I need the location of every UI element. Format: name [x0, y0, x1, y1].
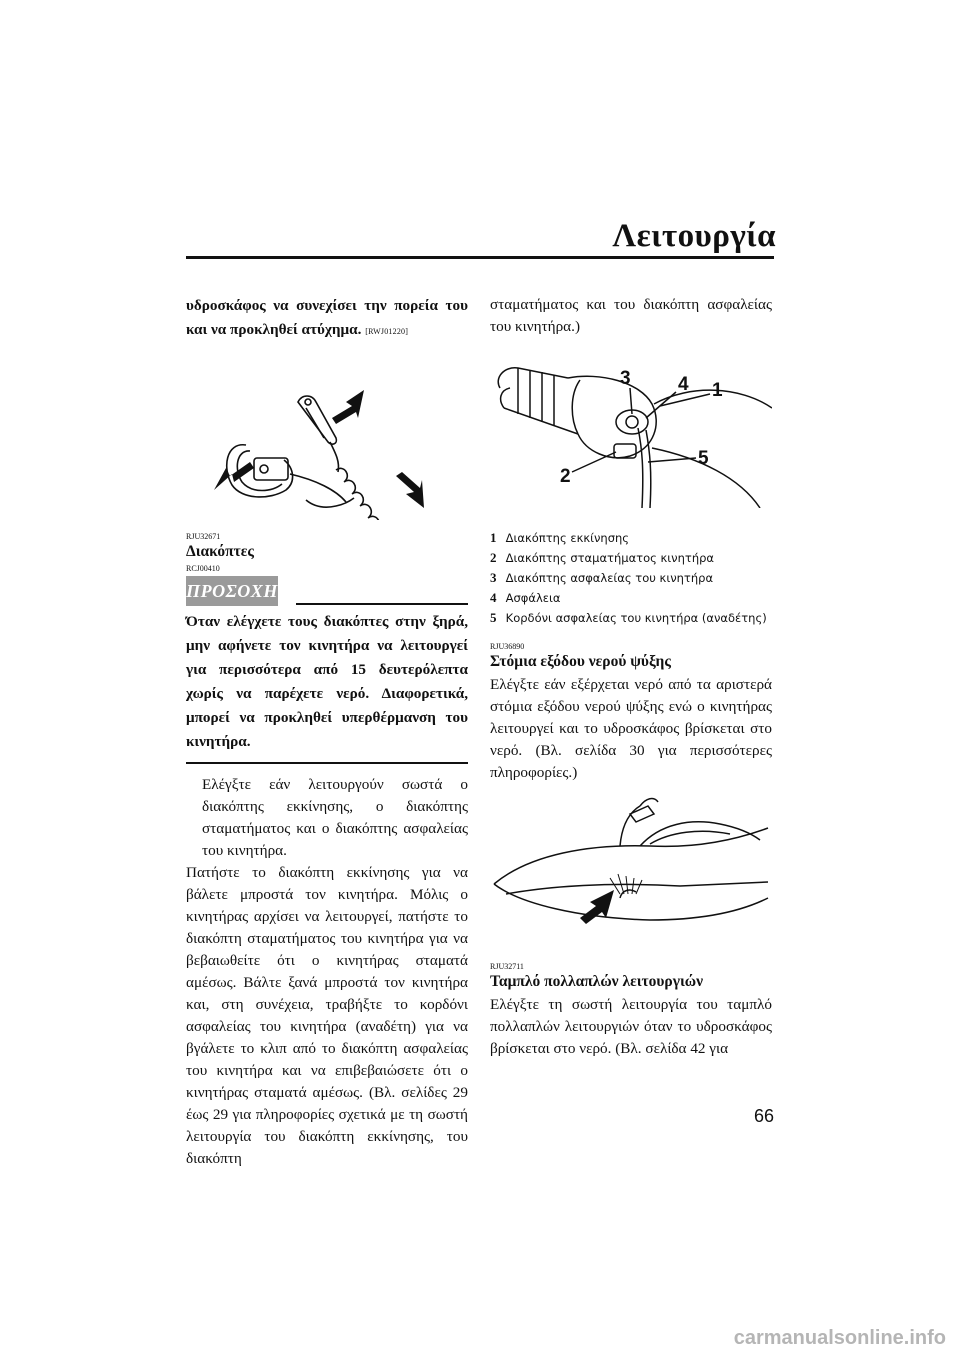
- cooling-outlets-text: Ελέγξτε εάν εξέρχεται νερό από τα αριστερά στόμια εξόδου νερού ψύξης ενώ ο κινητήρας λειτουργεί και το υδροσκάφος βρίσκεται στο νερό. (Βλ. σελίδα 30 για περισσότερες πληροφορίες.): [490, 676, 772, 781]
- callout-1: 1: [712, 380, 723, 401]
- caution-code: RCJ00410: [186, 564, 220, 573]
- warning-code: [RWJ01220]: [365, 327, 409, 336]
- header-rule: [186, 256, 774, 259]
- handlebar-switch-illustration: [490, 348, 772, 508]
- watercraft-illustration: [490, 794, 772, 944]
- callout-4: 4: [678, 374, 689, 395]
- warning-tail: [186, 294, 468, 344]
- caution-rule: [296, 603, 468, 605]
- section-code: RJU32671: [186, 532, 221, 541]
- caution-text: Όταν ελέγχετε τους διακόπτες στην ξηρά, μην αφήνετε τον κινητήρα να λειτουργεί για περισσότερα από 15 δευτερόλεπτα χωρίς να παρέχετε νερό. Διαφορετικά, μπορεί να προκληθεί υπερθέρμανση του κινητήρα.: [186, 610, 468, 764]
- caution-label: ΠΡΟΣΟΧΗ: [186, 576, 278, 606]
- legend-item: 4 Ασφάλεια: [490, 590, 561, 605]
- multi-panel-text: Ελέγξτε τη σωστή λειτουργία του ταμπλό πολλαπλών λειτουργιών όταν το υδροσκάφος βρίσκεται στο νερό. (Βλ. σελίδα 42 για: [490, 996, 772, 1057]
- switches-paragraph-2: Πατήστε το διακόπτη εκκίνησης για να βάλετε μπροστά τον κινητήρα. Μόλις ο κινητήρας αρχίσει να λειτουργεί, πατήστε το διακόπτη σταματήματος του κινητήρα για να βεβαιωθείτε ότι ο κινητήρας σταματά αμέσως. Βάλτε ξανά μπροστά τον κινητήρα και, στη συνέχεια, τραβήξτε το κορδόνι ασφαλείας του κινητήρα (αναδέτη) για να βγάλετε το κλιπ από το διακόπτη ασφαλείας του κινητήρα και να επιβεβαιώσετε ότι ο κινητήρας σταματά αμέσως. (Βλ. σελίδες 29 έως 29 για πληροφορίες σχετικά με τη σωστή λειτουργία του διακόπτη εκκίνησης, του διακόπτη: [186, 864, 468, 1167]
- lanyard-illustration: [186, 350, 468, 520]
- legend-item: 3 Διακόπτης ασφαλείας του κινητήρα: [490, 570, 714, 585]
- page-number: 66: [753, 1106, 774, 1126]
- legend-item: 1 Διακόπτης εκκίνησης: [490, 530, 630, 545]
- legend-item: 5 Κορδόνι ασφαλείας του κινητήρα (αναδέτης): [490, 610, 767, 625]
- legend-item: 2 Διακόπτης σταματήματος κινητήρα: [490, 550, 714, 565]
- left-column: [186, 294, 468, 1170]
- callout-5: 5: [698, 448, 709, 469]
- page-title: Λειτουργία: [612, 218, 776, 254]
- switches-heading: Διακόπτες: [186, 543, 254, 560]
- callout-3: 3: [620, 368, 631, 389]
- watermark: carmanualsonline.info: [733, 1327, 946, 1349]
- right-column: [490, 294, 772, 1060]
- warning-tail-text: υδροσκάφος να συνεχίσει την πορεία του και να προκληθεί ατύχημα.: [186, 297, 468, 338]
- section3-code: RJU32711: [490, 962, 524, 971]
- multi-panel-heading: Ταμπλό πολλαπλών λειτουργιών: [490, 973, 704, 990]
- section2-code: RJU36890: [490, 642, 525, 651]
- legend-list: [490, 528, 772, 628]
- callout-2: 2: [560, 466, 571, 487]
- continued-text: σταματήματος και του διακόπτη ασφαλείας του κινητήρα.): [490, 296, 772, 335]
- cooling-outlets-heading: Στόμια εξόδου νερού ψύξης: [490, 653, 671, 670]
- switches-paragraph-1: Ελέγξτε εάν λειτουργούν σωστά ο διακόπτης εκκίνησης, ο διακόπτης σταματήματος και ο διακόπτης ασφαλείας του κινητήρα.: [202, 776, 468, 859]
- caution-banner: [186, 576, 468, 610]
